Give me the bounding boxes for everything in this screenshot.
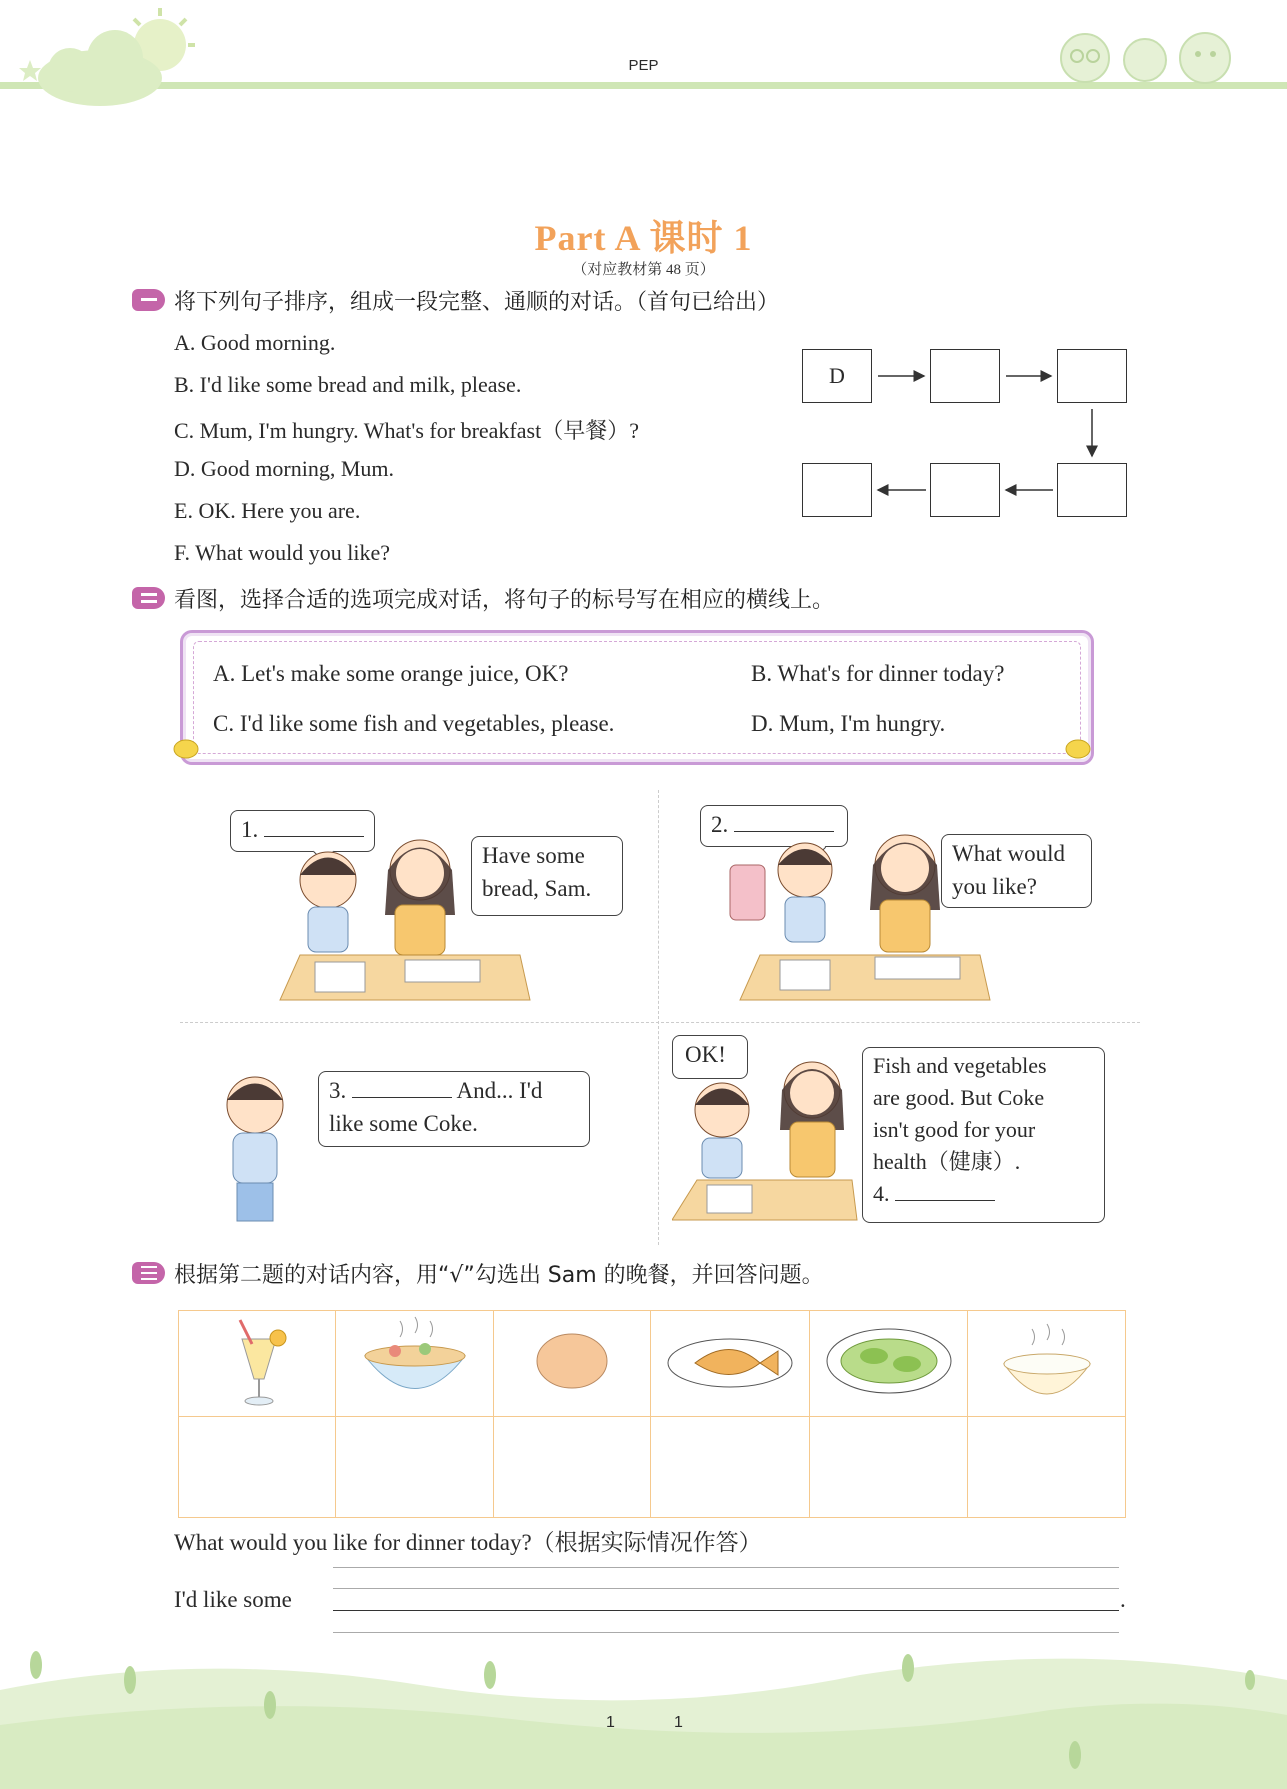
panel1-number: 1. xyxy=(241,817,259,842)
panel-option-d: D. Mum, I'm hungry. xyxy=(751,711,946,736)
panel2-mom-line2: you like? xyxy=(952,874,1037,899)
option-f: F. What would you like? xyxy=(174,540,390,565)
panel4-mom-line3: isn't good for your xyxy=(873,1117,1036,1142)
section-two-icon xyxy=(132,587,165,609)
panel4-mom-line1: Fish and vegetables xyxy=(873,1053,1047,1078)
panel4-boy-text: OK! xyxy=(685,1042,726,1067)
series-label: PEP xyxy=(628,57,659,74)
option-c: C. Mum, I'm hungry. What's for breakfast（早餐）? xyxy=(174,418,639,443)
panel3-illustration xyxy=(215,1065,295,1225)
page-title: Part A 课时 1 xyxy=(534,218,753,258)
panel2-number: 2. xyxy=(711,812,729,837)
panel-option-a: A. Let's make some orange juice, OK? xyxy=(213,661,569,686)
option-a: A. Good morning. xyxy=(174,330,336,355)
section-three-icon xyxy=(132,1262,165,1284)
panel4-illustration xyxy=(672,1050,862,1225)
panel-option-b: B. What's for dinner today? xyxy=(751,661,1005,686)
panel2-mom-line1: What would xyxy=(952,841,1066,866)
check-cell-egg[interactable] xyxy=(494,1417,651,1518)
panel-option-c: C. I'd like some fish and vegetables, please. xyxy=(213,711,615,736)
option-b: B. I'd like some bread and milk, please. xyxy=(174,372,522,397)
panel4-mom-bubble xyxy=(862,1047,1105,1223)
egg-icon xyxy=(494,1311,651,1417)
option-e: E. OK. Here you are. xyxy=(174,498,361,523)
panel3-line2: like some Coke. xyxy=(329,1111,478,1136)
page-subtitle: （对应教材第 48 页） xyxy=(572,262,715,278)
juice-icon xyxy=(179,1311,336,1417)
section-one-instruction: 将下列句子排序，组成一段完整、通顺的对话。（首句已给出） xyxy=(174,290,780,315)
panel1-illustration xyxy=(270,825,540,1005)
page-number-right: 1 xyxy=(674,1714,683,1731)
option-d: D. Good morning, Mum. xyxy=(174,456,394,481)
check-cell-juice[interactable] xyxy=(179,1417,336,1518)
panel1-mom-line1: Have some xyxy=(482,843,585,868)
panel3-boy-bubble xyxy=(318,1071,590,1147)
vegetables-icon xyxy=(809,1311,967,1417)
panel2-illustration xyxy=(725,825,1005,1005)
panel4-blank[interactable] xyxy=(895,1178,995,1201)
food-table xyxy=(178,1310,1126,1518)
panel4-mom-line2: are good. But Coke xyxy=(873,1085,1045,1110)
fish-icon xyxy=(651,1311,809,1417)
check-cell-rice[interactable] xyxy=(968,1417,1126,1518)
panel4-number: 4. xyxy=(873,1181,890,1206)
order-box-1: D xyxy=(802,349,872,403)
section-two-instruction: 看图，选择合适的选项完成对话，将句子的标号写在相应的横线上。 xyxy=(174,588,835,613)
panel3-number: 3. xyxy=(329,1078,347,1103)
check-cell-noodles[interactable] xyxy=(336,1417,494,1518)
noodles-icon xyxy=(336,1311,494,1417)
check-cell-vegetables[interactable] xyxy=(809,1417,967,1518)
section-three-instruction: 根据第二题的对话内容，用“√”勾选出 Sam 的晚餐，并回答问题。 xyxy=(174,1263,824,1288)
answer-line[interactable] xyxy=(333,1610,1119,1611)
grass-footer-decoration xyxy=(0,1630,1287,1789)
flow-arrows xyxy=(0,0,1287,560)
panel4-mom-line4: health（健康）. xyxy=(873,1149,1021,1174)
panel3-line1-end: And... I'd xyxy=(456,1078,543,1103)
comic-vertical-divider xyxy=(658,790,659,1245)
check-cell-fish[interactable] xyxy=(651,1417,809,1518)
answer-prefix: I'd like some xyxy=(174,1587,292,1612)
dinner-question: What would you like for dinner today?（根据实际情况作答） xyxy=(174,1530,762,1555)
page-number-left: 1 xyxy=(606,1714,615,1731)
panel3-blank[interactable] xyxy=(352,1075,452,1098)
panel1-mom-line2: bread, Sam. xyxy=(482,876,592,901)
rice-icon xyxy=(968,1311,1126,1417)
leaf-decorations xyxy=(170,735,1130,765)
comic-horizontal-divider xyxy=(180,1022,1140,1023)
